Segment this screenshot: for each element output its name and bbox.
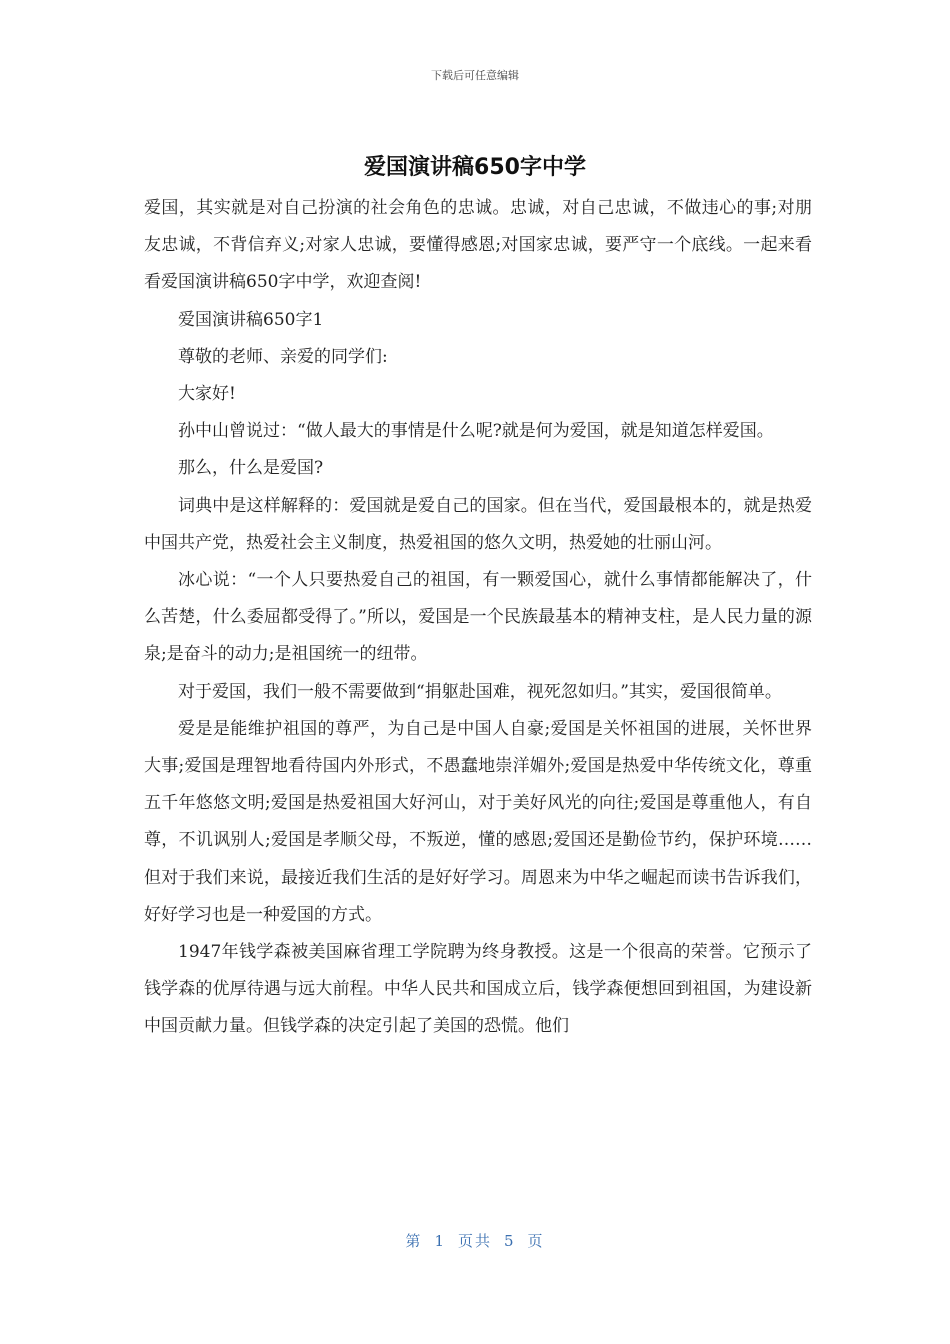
document-title: 爱国演讲稿650字中学 [364,155,586,180]
footer-suffix: 页 [527,1232,545,1250]
header-note: 下载后可任意编辑 [431,69,519,82]
paragraph: 大家好! [178,384,236,405]
paragraph: 爱国演讲稿650字1 [178,309,324,330]
footer-page-number: 1 [434,1232,446,1250]
paragraph: 1947年钱学森被美国麻省理工学院聘为终身教授。这是一个很高的荣誉。它预示了钱学森的优厚待遇与远大前程。中华人民共和国成立后，钱学森便想回到祖国，为建设新中国贡献力量。但钱学森的决定引起了美国的恐慌。他们 [144,942,812,1037]
footer-middle: 页共 [457,1232,492,1250]
paragraph: 冰心说：“一个人只要热爱自己的祖国，有一颗爱国心，就什么事情都能解决了，什么苦楚，什么委屈都受得了。”所以，爱国是一个民族最基本的精神支柱，是人民力量的源泉;是奋斗的动力;是祖国统一的纽带。 [144,570,812,665]
paragraph: 尊敬的老师、亲爱的同学们: [178,346,388,367]
paragraph: 那么，什么是爱国? [178,458,324,479]
page-footer [0,1230,950,1251]
paragraph: 词典中是这样解释的：爱国就是爱自己的国家。但在当代，爱国最根本的，就是热爱中国共产党，热爱社会主义制度，热爱祖国的悠久文明，热爱她的壮丽山河。 [144,495,812,553]
paragraph: 孙中山曾说过：“做人最大的事情是什么呢?就是何为爱国，就是知道怎样爱国。 [178,421,774,442]
paragraph: 爱是是能维护祖国的尊严，为自己是中国人自豪;爱国是关怀祖国的进展，关怀世界大事;爱国是理智地看待国内外形式，不愚蠢地崇洋媚外;爱国是热爱中华传统文化，尊重五千年悠悠文明;爱国是热爱祖国大好河山，对于美好风光的向往;爱国是尊重他人，有自尊，不讥讽别人;爱国是孝顺父母，不叛逆，懂的感恩;爱国还是勤俭节约，保护环境……但对于我们来说，最接近我们生活的是好好学习。周恩来为中华之崛起而读书告诉我们，好好学习也是一种爱国的方式。 [144,718,812,925]
paragraph: 爱国，其实就是对自己扮演的社会角色的忠诚。忠诚，对自己忠诚，不做违心的事;对朋友忠诚，不背信弃义;对家人忠诚，要懂得感恩;对国家忠诚，要严守一个底线。一起来看看爱国演讲稿650字中学，欢迎查阅! [144,198,812,293]
document-body [144,190,812,1046]
footer-total-pages: 5 [504,1232,516,1250]
footer-prefix: 第 [405,1232,423,1250]
paragraph: 对于爱国，我们一般不需要做到“捐躯赴国难，视死忽如归。”其实，爱国很简单。 [178,681,782,702]
